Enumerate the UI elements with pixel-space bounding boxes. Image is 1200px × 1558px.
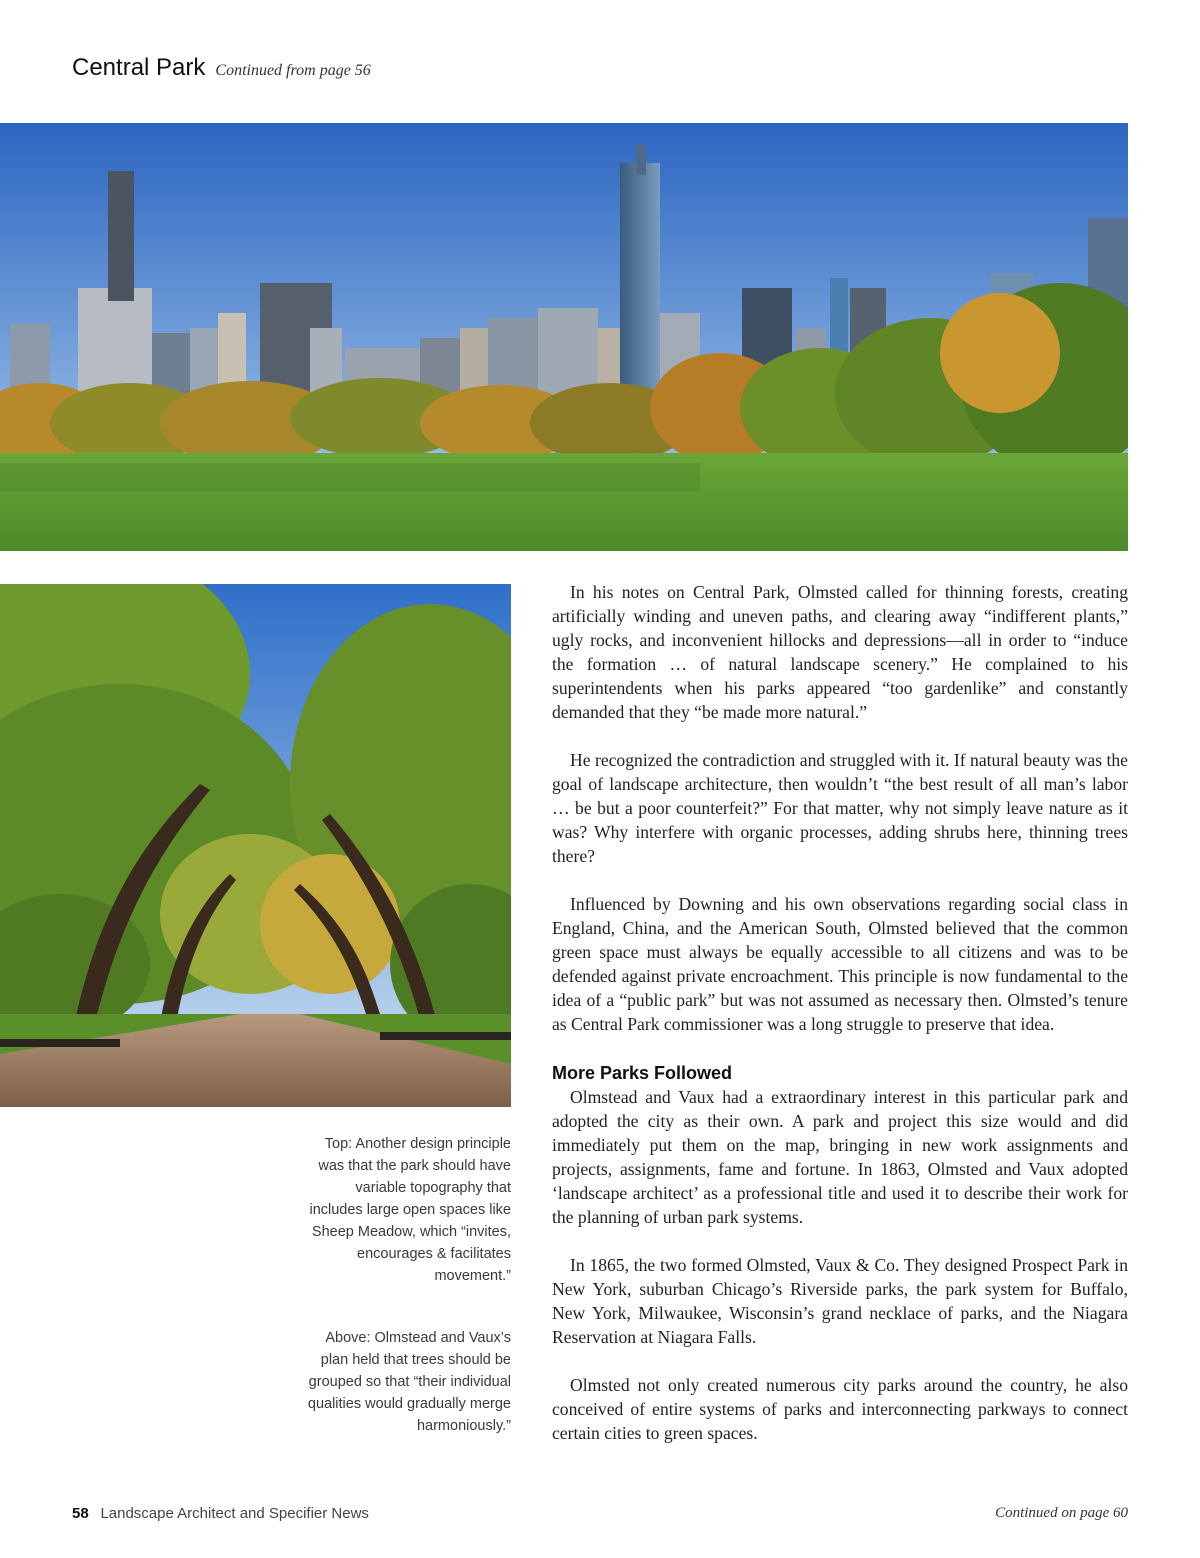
- caption-top: Top: Another design principle was that the park should have variable topography that includes large open spaces like Sheep Meadow, which “invites, encourages & facilitates movement.”: [309, 1136, 511, 1284]
- paragraph-3: Influenced by Downing and his own observations regarding social class in England, China, and the American South, Olmsted believed that the common green space must always be equally accessible to all citizens and was to be defended against private encroachment. This principle is now fundamental to the idea of a “public park” but was not assumed as necessary then. Olmsted’s tenure as Central Park commissioner was a long struggle to preserve that idea.: [552, 894, 1128, 1034]
- paragraph-5: In 1865, the two formed Olmsted, Vaux & Co. They designed Prospect Park in New York, suburban Chicago’s Riverside parks, the park system for Buffalo, New York, Milwaukee, Wisconsin’s grand necklace of parks, and the Niagara Reservation at Niagara Falls.: [552, 1255, 1128, 1347]
- page-header: [72, 54, 371, 82]
- page-footer: [72, 1505, 1128, 1527]
- section-title: Central Park: [72, 54, 206, 81]
- promenade-illustration: [0, 584, 511, 1107]
- publication-name: Landscape Architect and Specifier News: [100, 1505, 369, 1522]
- article-body: [552, 580, 1128, 1445]
- continued-from-note: Continued from page 56: [215, 62, 371, 79]
- caption-above: Above: Olmstead and Vaux’s plan held that trees should be grouped so that “their individual qualities would gradually merge harmoniously.”: [307, 1330, 511, 1434]
- continued-on-note: Continued on page 60: [995, 1505, 1128, 1521]
- paragraph-1: In his notes on Central Park, Olmsted called for thinning forests, creating artificially winding and uneven paths, and clearing away “indifferent plants,” ugly rocks, and inconvenient hillocks and depressions—all in order to “induce the formation … of natural landscape scenery.” He complained to his superintendents when his parks appeared “too gardenlike” and constantly demanded that they “be made more natural.”: [552, 582, 1128, 722]
- paragraph-2: He recognized the contradiction and struggled with it. If natural beauty was the goal of landscape architecture, then wouldn’t “the best result of all man’s labor … be but a poor counterfeit?” For that matter, why not simply leave nature as it was? Why interfere with organic processes, adding shrubs here, thinning trees there?: [552, 750, 1128, 866]
- skyline-illustration: [0, 123, 1128, 551]
- photo-captions: [300, 1133, 511, 1437]
- page-number: 58: [72, 1505, 89, 1522]
- photo-central-park-skyline: [0, 123, 1128, 551]
- paragraph-4: Olmstead and Vaux had a extraordinary interest in this particular park and adopted the city as their own. A park and project this size would and did immediately put them on the map, bringing in new work assignments and projects, assignments, fame and fortune. In 1863, Olmsted and Vaux adopted ‘landscape architect’ as a professional title and used it to describe their work for the planning of urban park systems.: [552, 1087, 1128, 1227]
- subheading-more-parks: More Parks Followed: [552, 1063, 733, 1083]
- photo-tree-lined-mall: [0, 584, 511, 1107]
- paragraph-6: Olmsted not only created numerous city parks around the country, he also conceived of entire systems of parks and interconnecting parkways to connect certain cities to green spaces.: [552, 1375, 1128, 1443]
